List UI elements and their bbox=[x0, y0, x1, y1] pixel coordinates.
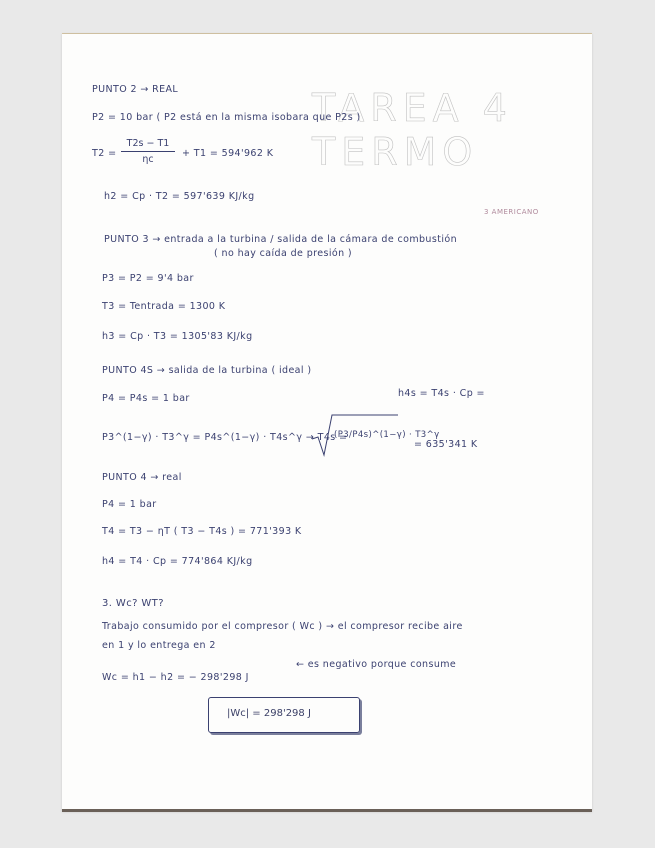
t2-numerator: T2s − T1 bbox=[126, 138, 170, 149]
isentropic-equation: P3^(1−γ) · T3^γ = P4s^(1−γ) · T4s^γ → T4s = bbox=[102, 432, 348, 443]
h2-line: h2 = Cp · T2 = 597'639 KJ/kg bbox=[104, 191, 255, 202]
punto-3-subnote: ( no hay caída de presión ) bbox=[214, 248, 353, 259]
punto-2-heading: PUNTO 2 → REAL bbox=[92, 84, 179, 95]
t4-line: T4 = T3 − ηT ( T3 − T4s ) = 771'393 K bbox=[102, 526, 302, 537]
t3-line: T3 = Tentrada = 1300 K bbox=[102, 301, 226, 312]
h4s-line: h4s = T4s · Cp = bbox=[398, 388, 485, 399]
wc-line: Wc = h1 − h2 = − 298'298 J bbox=[102, 672, 249, 683]
t2-lhs: T2 = bbox=[92, 148, 117, 159]
question-3: 3. Wc? WT? bbox=[102, 598, 164, 609]
t2-denominator: ηc bbox=[142, 154, 154, 165]
sqrt-body: (P3/P4s)^(1−γ) · T3^γ bbox=[334, 430, 440, 440]
work-line-1: Trabajo consumido por el compresor ( Wc ) → el compresor recibe aire bbox=[102, 621, 463, 632]
paper-bottom-edge bbox=[62, 809, 592, 812]
p3-pressure-line: P3 = P2 = 9'4 bar bbox=[102, 273, 194, 284]
punto-3-heading: PUNTO 3 → entrada a la turbina / salida de la cámara de combustión bbox=[104, 234, 457, 245]
wc-abs-value: |Wc| = 298'298 J bbox=[227, 708, 311, 719]
watermark-title: TAREA 4 TERMO bbox=[312, 86, 513, 174]
p2-pressure-line: P2 = 10 bar ( P2 está en la misma isobara que P2s ) bbox=[92, 112, 361, 123]
punto-4s-heading: PUNTO 4S → salida de la turbina ( ideal ) bbox=[102, 365, 312, 376]
wc-abs-box bbox=[208, 697, 360, 733]
h3-line: h3 = Cp · T3 = 1305'83 KJ/kg bbox=[102, 331, 253, 342]
punto-4-heading: PUNTO 4 → real bbox=[102, 472, 182, 483]
p4-p4s-line: P4 = P4s = 1 bar bbox=[102, 393, 190, 404]
t2-fraction bbox=[121, 138, 175, 165]
t2-rhs: + T1 = 594'962 K bbox=[182, 148, 274, 159]
negative-note: ← es negativo porque consume bbox=[296, 659, 457, 670]
t4s-result: = 635'341 K bbox=[414, 439, 478, 450]
work-line-2: en 1 y lo entrega en 2 bbox=[102, 640, 216, 651]
fraction-bar bbox=[121, 151, 175, 152]
h4-line: h4 = T4 · Cp = 774'864 KJ/kg bbox=[102, 556, 253, 567]
p4-pressure-line: P4 = 1 bar bbox=[102, 499, 157, 510]
stamp: 3 AMERICANO bbox=[484, 208, 539, 216]
